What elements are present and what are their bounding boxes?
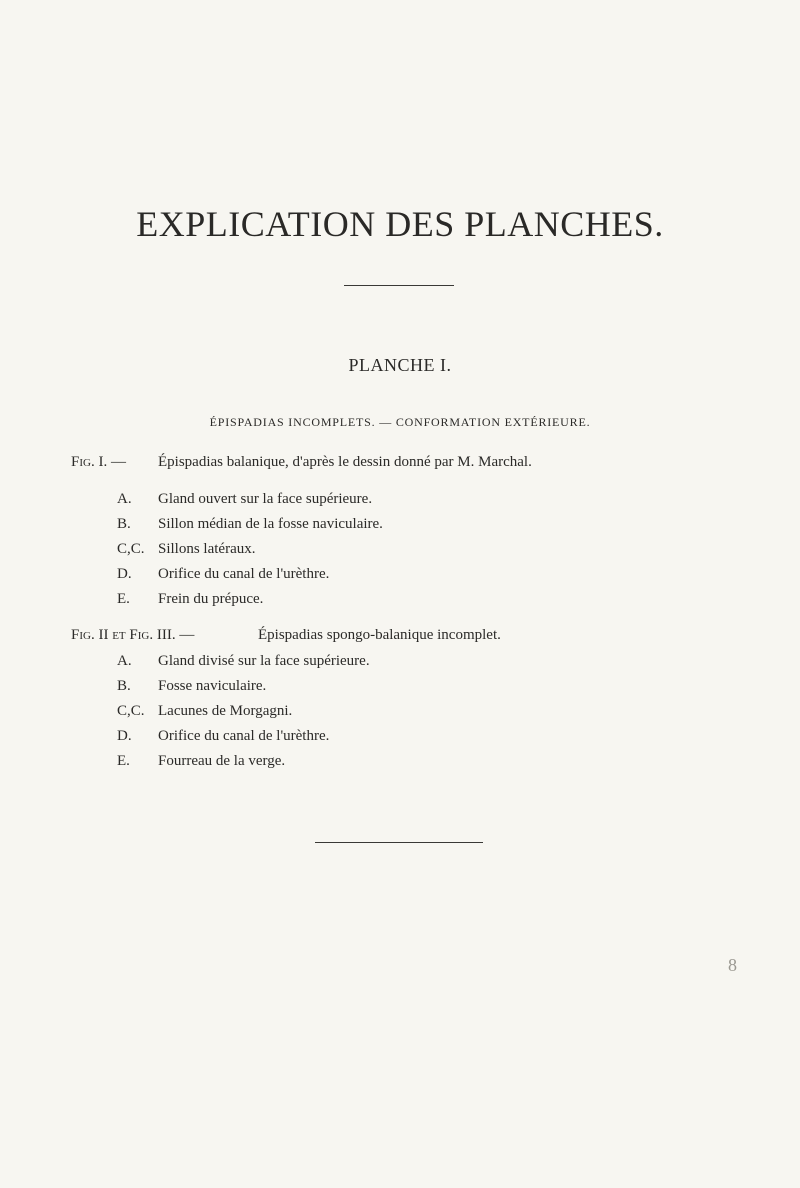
plate-subtitle: ÉPISPADIAS INCOMPLETS. — CONFORMATION EXTÉRIEURE. [209,415,591,429]
title-divider [344,285,454,286]
fig-2-3-label [71,627,194,644]
legend-key: E. [117,753,130,769]
page-number: 8 [728,955,737,975]
legend-key: A. [117,491,132,507]
legend-text: Orifice du canal de l'urèthre. [158,728,330,744]
fig-1-label-text: Fig. I. — [71,454,126,470]
fig-1-heading: Épispadias balanique, d'après le dessin donné par M. Marchal. [158,454,532,470]
fig-2-3-label-text: Fig. II et Fig. III. — [71,627,195,643]
legend-text: Gland divisé sur la face supérieure. [158,653,370,669]
fig-1-label [71,454,126,471]
legend-text: Fosse naviculaire. [158,678,267,694]
legend-key: C,C. [117,541,145,557]
legend-key: D. [117,566,132,582]
legend-key: A. [117,653,132,669]
legend-text: Sillon médian de la fosse naviculaire. [158,516,383,532]
legend-text: Orifice du canal de l'urèthre. [158,566,330,582]
page-title: EXPLICATION DES PLANCHES. [136,204,664,244]
legend-key: C,C. [117,703,145,719]
legend-key: B. [117,678,131,694]
legend-text: Lacunes de Morgagni. [158,703,293,719]
legend-text: Fourreau de la verge. [158,753,286,769]
section-divider [315,842,483,843]
legend-text: Sillons latéraux. [158,541,256,557]
legend-text: Frein du prépuce. [158,591,264,607]
legend-key: B. [117,516,131,532]
legend-key: E. [117,591,130,607]
fig-2-3-heading: Épispadias spongo-balanique incomplet. [258,627,501,643]
legend-key: D. [117,728,132,744]
legend-text: Gland ouvert sur la face supérieure. [158,491,373,507]
plate-heading: PLANCHE I. [348,355,452,375]
